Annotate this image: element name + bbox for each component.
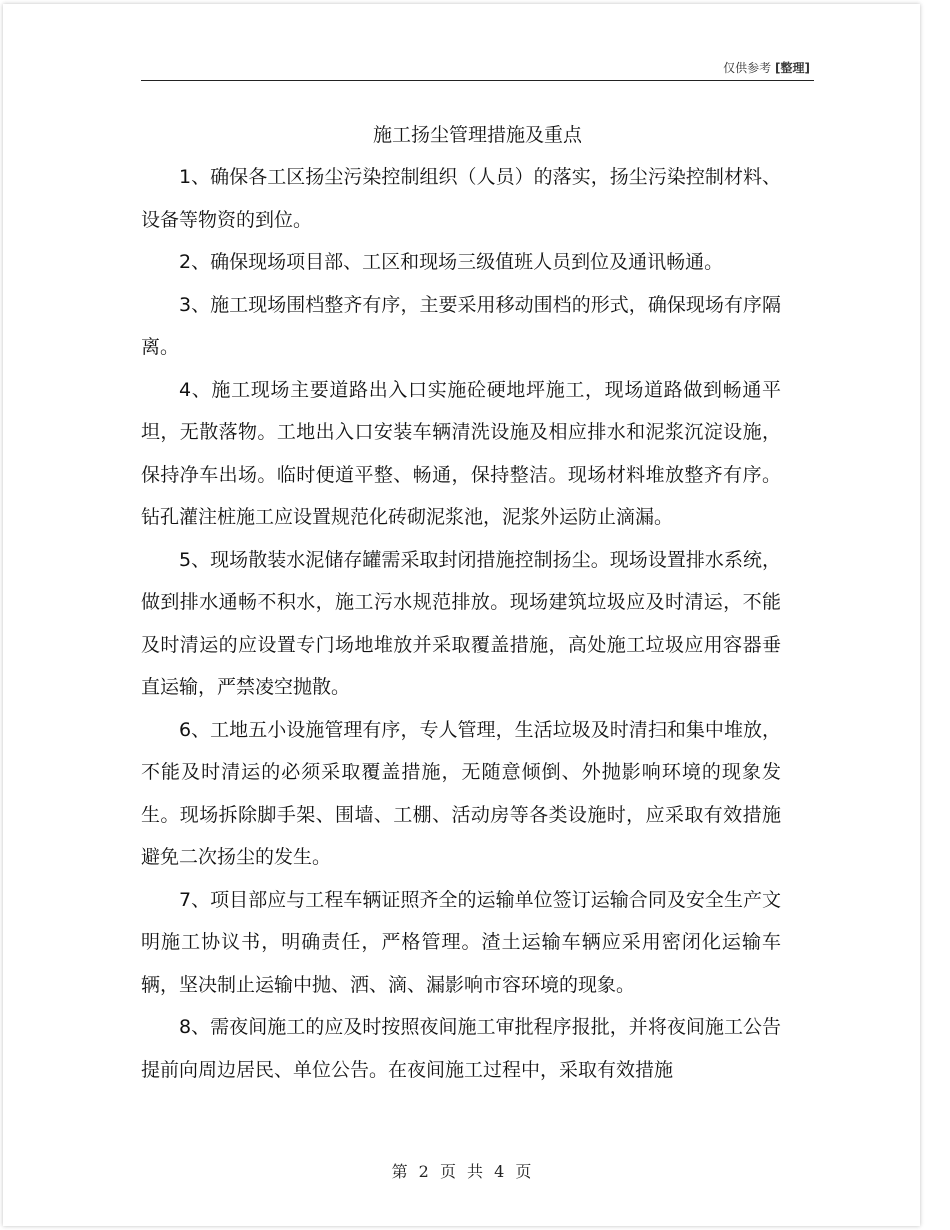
paragraph: 3、施工现场围档整齐有序，主要采用移动围档的形式，确保现场有序隔离。 [141,293,781,358]
paragraph: 1、确保各工区扬尘污染控制组织（人员）的落实，扬尘污染控制材料、设备等物资的到位。 [141,166,781,231]
header-note-text: 仅供参考 [723,61,772,75]
header-note-tag: [整理] [775,61,810,75]
paragraph: 8、需夜间施工的应及时按照夜间施工审批程序报批，并将夜间施工公告提前向周边居民、单位公告。在夜间施工过程中，采取有效措施 [141,1016,781,1081]
paragraph: 6、工地五小设施管理有序，专人管理，生活垃圾及时清扫和集中堆放，不能及时清运的必须采取覆盖措施，无随意倾倒、外抛影响环境的现象发生。现场拆除脚手架、围墙、工棚、活动房等各类设施时，应采取有效措施避免二次扬尘的发生。 [141,718,781,868]
header-note [723,59,810,76]
page-number-footer: 第 2 页 共 4 页 [391,1162,532,1181]
paragraph: 4、施工现场主要道路出入口实施砼硬地坪施工，现场道路做到畅通平坦，无散落物。工地出入口安装车辆清洗设施及相应排水和泥浆沉淀设施，保持净车出场。临时便道平整、畅通，保持整洁。现场材料堆放整齐有序。钻孔灌注桩施工应设置规范化砖砌泥浆池，泥浆外运防止滴漏。 [141,378,781,528]
document-page [3,4,920,1226]
paragraph: 5、现场散装水泥储存罐需采取封闭措施控制扬尘。现场设置排水系统，做到排水通畅不积水，施工污水规范排放。现场建筑垃圾应及时清运，不能及时清运的应设置专门场地堆放并采取覆盖措施，高处施工垃圾应用容器垂直运输，严禁凌空抛散。 [141,548,781,698]
paragraph: 2、确保现场项目部、工区和现场三级值班人员到位及通讯畅通。 [179,251,724,273]
document-title: 施工扬尘管理措施及重点 [372,124,582,146]
document-body [141,156,781,1091]
paragraph: 7、项目部应与工程车辆证照齐全的运输单位签订运输合同及安全生产文明施工协议书，明确责任，严格管理。渣土运输车辆应采用密闭化运输车辆，坚决制止运输中抛、洒、滴、漏影响市容环境的现象。 [141,888,781,996]
header-rule [141,80,814,81]
